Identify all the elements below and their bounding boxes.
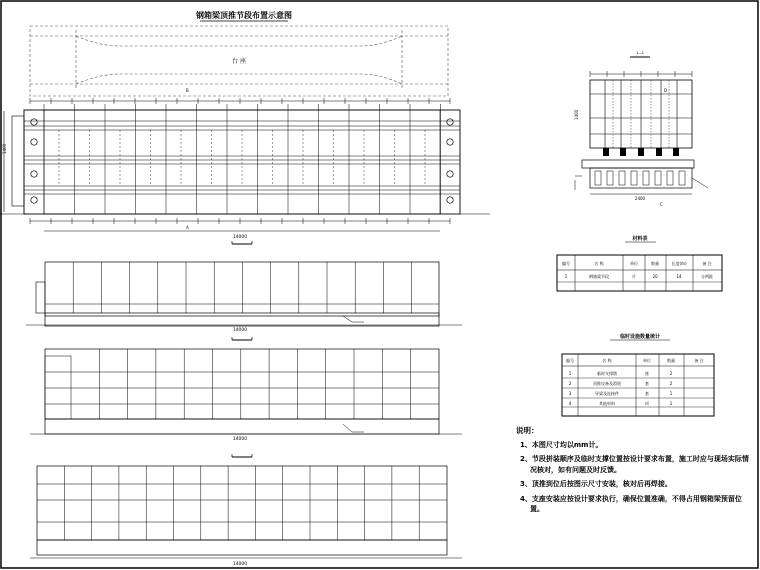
t2-r1c1: 1 — [568, 371, 572, 376]
drawing-title: 钢箱梁顶推节段布置示意图 — [196, 11, 292, 20]
t2-r1c4: 2 — [669, 371, 673, 376]
note-item-4: 4、支座安装应按设计要求执行，确保位置准确，不得占用钢箱梁预留位置。 — [520, 494, 742, 513]
t2-r4c2: 其他材料 — [599, 401, 615, 406]
t2-h1: 编号 — [566, 358, 574, 363]
notes-heading: 说明： — [516, 426, 539, 435]
t1-h2: 名 称 — [594, 261, 604, 266]
section-mark-a: A — [186, 225, 189, 230]
t1-r1c5: 14 — [676, 274, 682, 279]
t2-h3: 单位 — [643, 358, 651, 363]
section-mark-d: D — [664, 88, 668, 93]
t1-h3: 单位 — [630, 261, 638, 266]
t1-r1c1: 1 — [564, 274, 568, 279]
table2-title: 临时设施数量统计 — [619, 334, 661, 340]
table1-title: 材料表 — [632, 236, 648, 242]
t1-h6: 备 注 — [702, 261, 712, 266]
t2-r4c4: 1 — [669, 401, 673, 406]
t2-r3c4: 1 — [669, 391, 673, 396]
plan-total-dim: 14000 — [232, 235, 248, 240]
t2-r1c3: 座 — [645, 371, 649, 376]
t2-h2: 名 称 — [602, 358, 612, 363]
t2-r2c4: 2 — [669, 381, 673, 386]
t2-r2c2: 顶推设备及滑道 — [593, 381, 621, 386]
t2-r1c2: 临时支撑墩 — [597, 371, 617, 376]
t2-r3c3: 套 — [645, 391, 649, 396]
t1-h1: 编号 — [562, 261, 570, 266]
notes-block — [516, 426, 752, 519]
note-item-1: 1、本图尺寸均以mm计。 — [520, 440, 603, 449]
t2-r3c1: 3 — [568, 391, 572, 396]
note-item-3: 3、顶推到位后按图示尺寸安装，核对后再焊接。 — [520, 480, 672, 488]
t2-h4: 数量 — [667, 358, 675, 363]
section-mark-c: C — [660, 202, 663, 207]
t1-r1c4: 20 — [652, 274, 658, 279]
top-box-label: 台 座 — [232, 58, 246, 65]
elev-dim-3: 14000 — [232, 562, 248, 567]
t2-r4c3: 项 — [645, 401, 649, 406]
t2-r4c1: 4 — [568, 401, 572, 406]
elev-dim-1: 14000 — [232, 328, 248, 333]
section-dim: 2400 — [634, 196, 646, 201]
t1-r1c3: 片 — [632, 274, 636, 279]
elev-dim-2: 14000 — [232, 437, 248, 442]
t2-h5: 备 注 — [694, 358, 704, 363]
svg-text:1400: 1400 — [574, 109, 579, 120]
t1-h4: 数量 — [651, 261, 659, 266]
t1-r1c6: 分两批 — [701, 274, 713, 279]
t1-r1c2: 钢箱梁节段 — [589, 274, 609, 279]
section-scale-label: 1—1 — [636, 51, 644, 55]
t2-r2c3: 套 — [645, 381, 649, 386]
svg-text:1400: 1400 — [2, 143, 7, 154]
section-mark-b: B — [186, 88, 189, 93]
t2-r2c1: 2 — [568, 381, 572, 386]
t2-r3c2: 导梁及连接件 — [595, 391, 619, 396]
t1-h5: 长度(m) — [671, 261, 687, 266]
note-item-2: 2、节段拼装顺序及临时支撑位置按设计要求布置，施工时应与现场实际情况核对，如有问题及时反馈。 — [520, 455, 749, 474]
